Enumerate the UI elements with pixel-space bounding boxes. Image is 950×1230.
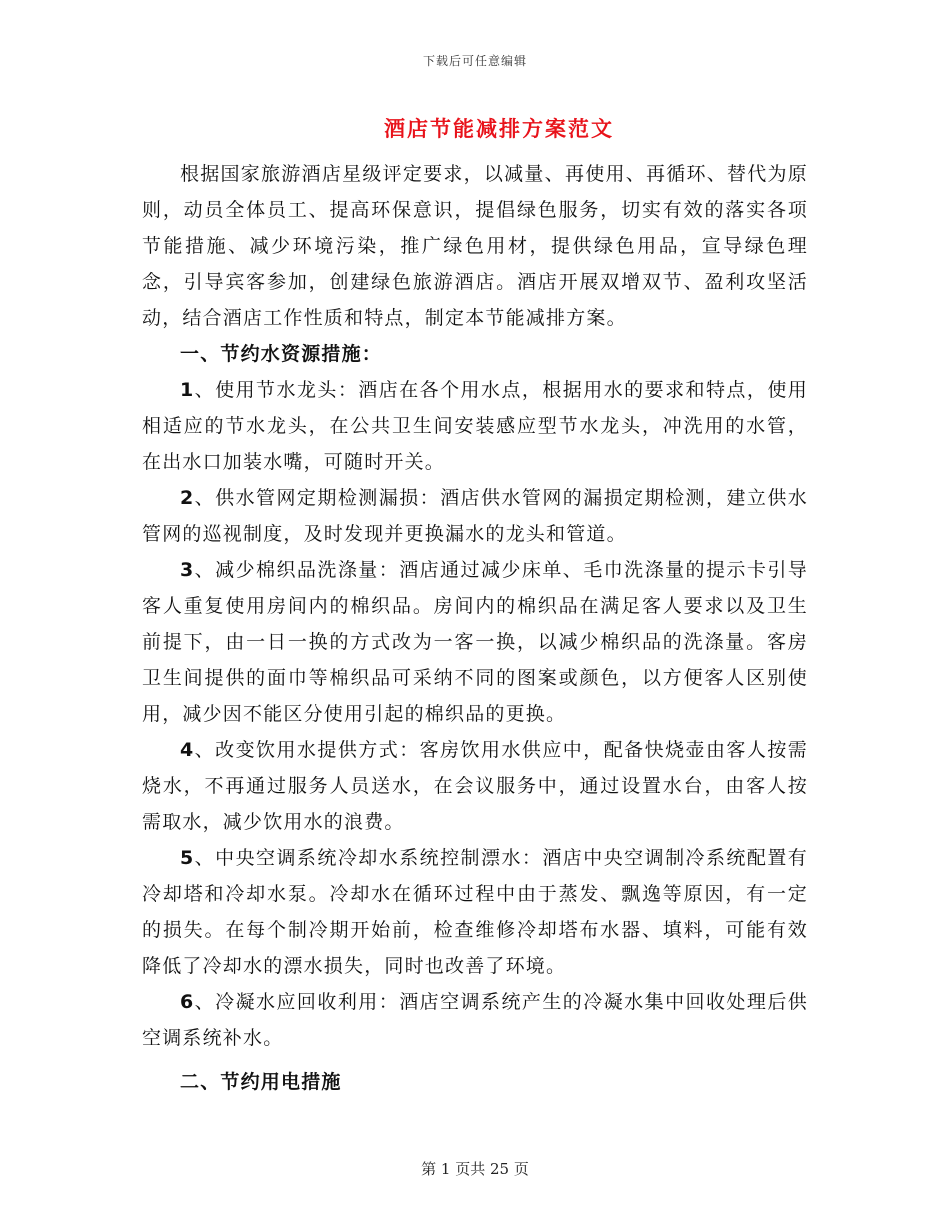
water-item-3 — [142, 552, 808, 732]
item-number: 3 — [180, 559, 195, 581]
section-heading-electricity: 二、节约用电措施 — [180, 1071, 342, 1093]
water-item-6 — [142, 984, 808, 1056]
water-item-1 — [142, 372, 808, 480]
water-item-2 — [142, 480, 808, 552]
document-title: 酒店节能减排方案范文 — [384, 116, 614, 141]
item-number: 6 — [180, 991, 195, 1013]
water-item-4 — [142, 732, 808, 840]
item-text: 、冷凝水应回收利用：酒店空调系统产生的冷凝水集中回收处理后供空调系统补水。 — [142, 991, 808, 1049]
item-number: 1 — [180, 379, 195, 401]
document-body — [142, 112, 808, 1100]
item-number: 2 — [180, 487, 195, 509]
item-text: 、供水管网定期检测漏损：酒店供水管网的漏损定期检测，建立供水管网的巡视制度，及时发现并更换漏水的龙头和管道。 — [142, 487, 808, 545]
header-note: 下载后可任意编辑 — [422, 54, 527, 68]
item-number: 4 — [180, 739, 195, 761]
intro-paragraph: 根据国家旅游酒店星级评定要求，以减量、再使用、再循环、替代为原则，动员全体员工、提高环保意识，提倡绿色服务，切实有效的落实各项节能措施、减少环境污染，推广绿色用材，提供绿色用品，宣导绿色理念，引导宾客参加，创建绿色旅游酒店。酒店开展双增双节、盈利攻坚活动，结合酒店工作性质和特点，制定本节能减排方案。 — [142, 163, 808, 329]
item-text: 、中央空调系统冷却水系统控制漂水：酒店中央空调制冷系统配置有冷却塔和冷却水泵。冷却水在循环过程中由于蒸发、飘逸等原因，有一定的损失。在每个制冷期开始前，检查维修冷却塔布水器、填料，可能有效降低了冷却水的漂水损失，同时也改善了环境。 — [142, 847, 808, 977]
item-text: 、改变饮用水提供方式：客房饮用水供应中，配备快烧壶由客人按需烧水，不再通过服务人员送水，在会议服务中，通过设置水台，由客人按需取水，减少饮用水的浪费。 — [142, 739, 808, 833]
item-text: 、减少棉织品洗涤量：酒店通过减少床单、毛巾洗涤量的提示卡引导客人重复使用房间内的棉织品。房间内的棉织品在满足客人要求以及卫生前提下，由一日一换的方式改为一客一换，以减少棉织品的洗涤量。客房卫生间提供的面巾等棉织品可采纳不同的图案或颜色，以方便客人区别使用，减少因不能区分使用引起的棉织品的更换。 — [142, 559, 808, 725]
section-heading-water: 一、节约水资源措施： — [180, 343, 383, 365]
water-item-5 — [142, 840, 808, 984]
item-text: 、使用节水龙头：酒店在各个用水点，根据用水的要求和特点，使用相适应的节水龙头，在公共卫生间安装感应型节水龙头，冲洗用的水管，在出水口加装水嘴，可随时开关。 — [142, 379, 808, 473]
item-number: 5 — [180, 847, 195, 869]
page-number-footer: 第 1 页共 25 页 — [421, 1160, 529, 1178]
